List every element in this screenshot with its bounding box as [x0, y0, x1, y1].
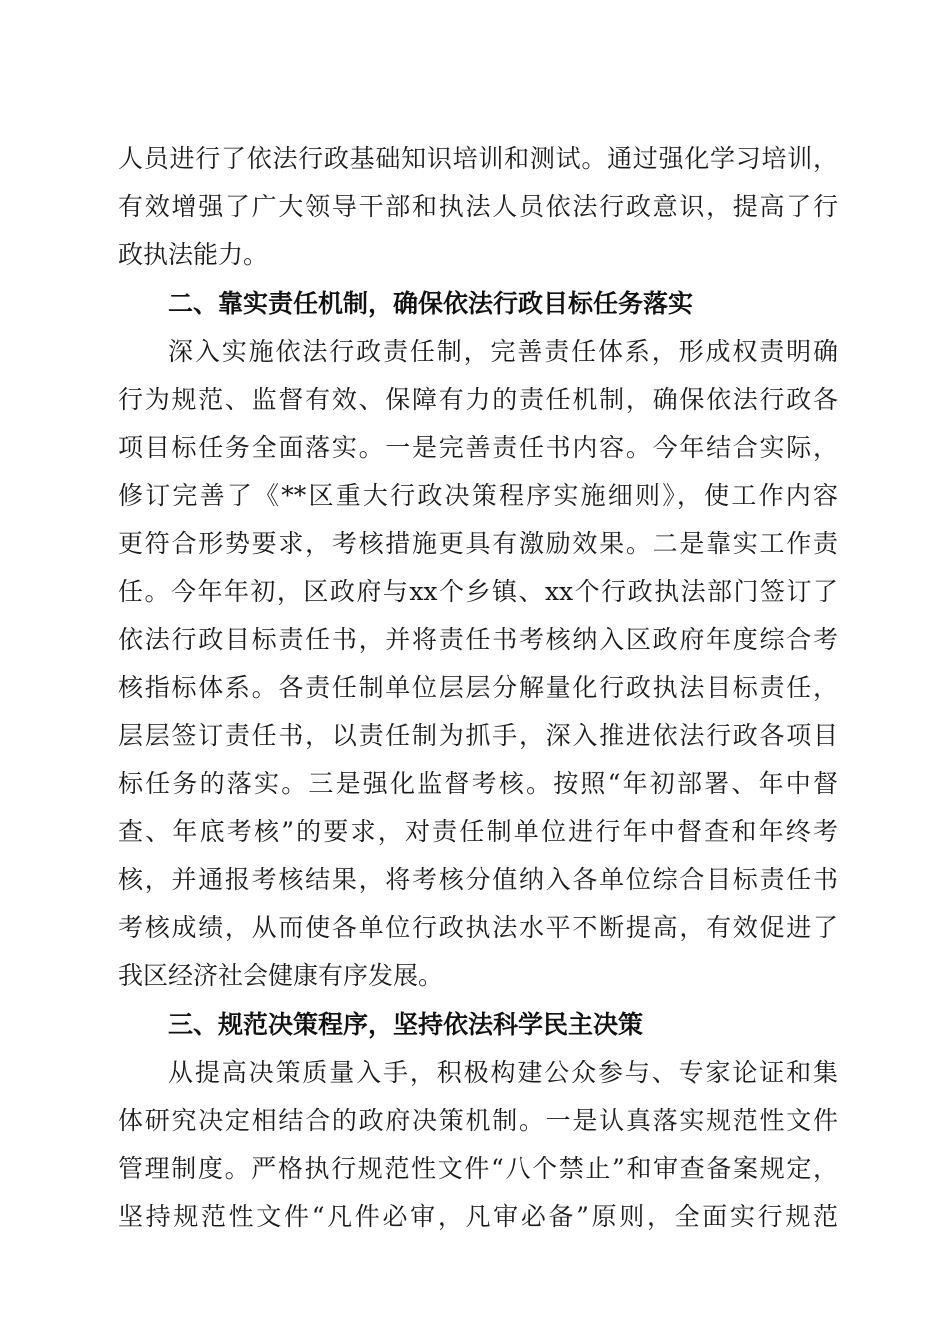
paragraph-line: 深入实施依法行政责任制，完善责任体系，形成权责明确: [168, 337, 838, 366]
paragraph-line: 项目标任务全面落实。一是完善责任书内容。今年结合实际，: [118, 433, 838, 462]
paragraph-line: 修订完善了《**区重大行政决策程序实施细则》，使工作内容: [118, 481, 838, 510]
paragraph-line: 考核成绩，从而使各单位行政执法水平不断提高，有效促进了: [118, 913, 838, 942]
paragraph-line: 体研究决定相结合的政府决策机制。一是认真落实规范性文件: [118, 1106, 838, 1135]
paragraph-line: 层层签订责任书，以责任制为抓手，深入推进依法行政各项目: [118, 721, 838, 750]
paragraph-line: 管理制度。严格执行规范性文件“八个禁止”和审查备案规定，: [118, 1154, 838, 1183]
paragraph-line: 核，并通报考核结果，将考核分值纳入各单位综合目标责任书: [118, 865, 838, 894]
paragraph-line: 人员进行了依法行政基础知识培训和测试。通过强化学习培训，: [118, 144, 838, 173]
paragraph-line: 坚持规范性文件“凡件必审，凡审必备”原则，全面实行规范: [118, 1202, 838, 1231]
paragraph-line: 标任务的落实。三是强化监督考核。按照“年初部署、年中督: [118, 769, 838, 798]
paragraph-line: 核指标体系。各责任制单位层层分解量化行政执法目标责任，: [118, 673, 838, 702]
paragraph-line: 依法行政目标责任书，并将责任书考核纳入区政府年度综合考: [118, 625, 838, 654]
paragraph-line: 我区经济社会健康有序发展。: [118, 961, 444, 990]
paragraph-line: 任。今年年初，区政府与xx个乡镇、xx个行政执法部门签订了: [118, 577, 838, 606]
paragraph-line: 政执法能力。: [118, 240, 269, 269]
paragraph-line: 查、年底考核”的要求，对责任制单位进行年中督查和年终考: [118, 817, 838, 846]
paragraph-line: 更符合形势要求，考核措施更具有激励效果。二是靠实工作责: [118, 529, 838, 558]
paragraph-line: 有效增强了广大领导干部和执法人员依法行政意识，提高了行: [118, 192, 838, 221]
paragraph-line: 行为规范、监督有效、保障有力的责任机制，确保依法行政各: [118, 385, 838, 414]
section-heading-2: 二、靠实责任机制，确保依法行政目标任务落实: [168, 289, 694, 318]
section-heading-3: 三、规范决策程序，坚持依法科学民主决策: [168, 1010, 644, 1039]
paragraph-line: 从提高决策质量入手，积极构建公众参与、专家论证和集: [168, 1058, 838, 1087]
